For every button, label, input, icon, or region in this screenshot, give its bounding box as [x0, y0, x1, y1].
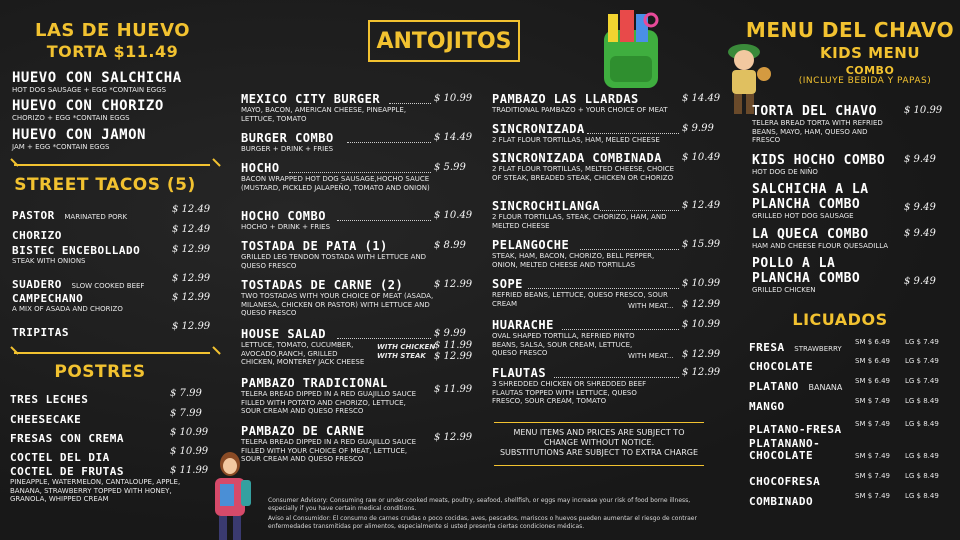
- menu-item: FRESA STRAWBERRY SM $ 6.49 LG $ 7.49: [749, 338, 939, 354]
- divider: [14, 164, 210, 166]
- menu-item: TORTA DEL CHAVO TELERA BREAD TORTA WITH REFRIED BEANS, MAYO, HAM, QUESO AND FRESCO $ 10.99: [752, 104, 943, 144]
- menu-item: PLATANANO-CHOCOLATE SM $ 7.49 LG $ 8.49: [749, 437, 939, 462]
- menu-item: BISTEC ENCEBOLLADO STEAK WITH ONIONS $ 12.99: [12, 244, 211, 265]
- menu-item: SALCHICHA A LA PLANCHA COMBO GRILLED HOT DOG SAUSAGE $ 9.49: [752, 182, 936, 220]
- menu-item: MEXICO CITY BURGER MAYO, BACON, AMERICAN CHEESE, PINEAPPLE, LETTUCE, TOMATO $ 10.99: [241, 92, 473, 123]
- huevo-title: LAS DE HUEVO: [34, 20, 191, 41]
- menu-item: PAMBAZO LAS LLARDAS TRADITIONAL PAMBAZO + YOUR CHOICE OF MEAT $ 14.49: [492, 92, 721, 114]
- dot-leader: [600, 210, 679, 211]
- tacos-title: STREET TACOS (5): [14, 175, 196, 195]
- menu-item: COMBINADO SM $ 7.49 LG $ 8.49: [749, 492, 939, 508]
- menu-item: SINCRONIZADA 2 FLAT FLOUR TORTILLAS, HAM, MELED CHEESE $ 9.99: [492, 122, 714, 144]
- postres-title: POSTRES: [54, 362, 146, 382]
- menu-item: CHEESECAKE $ 7.99: [10, 408, 202, 426]
- dot-leader: [347, 142, 431, 143]
- menu-item: CHOCOLATE SM $ 6.49 LG $ 7.49: [749, 357, 939, 373]
- menu-item: COCTEL DE FRUTAS PINEAPPLE, WATERMELON, CANTALOUPE, APPLE, BANANA, STRAWBERRY TOPPED WITH HONEY, GRANOLA, WHIPPED CREAM $ 11.99: [10, 465, 209, 503]
- menu-item: PAMBAZO DE CARNE TELERA BREAD DIPPED IN A RED GUAJILLO SAUCE FILLED WITH YOUR CHOICE OF MEAT, LETTUCE, SOUR CREAM AND QUESO FRESCO $ 12.99: [241, 424, 473, 463]
- menu-item: SUADERO SLOW COOKED BEEF $ 12.99: [12, 273, 211, 291]
- menu-item: POLLO A LA PLANCHA COMBO GRILLED CHICKEN $ 9.49: [752, 256, 936, 294]
- notice-box: MENU ITEMS AND PRICES ARE SUBJECT TO CHANGE WITHOUT NOTICE. SUBSTITUTIONS ARE SUBJECT TO EXTRA CHARGE: [494, 422, 704, 466]
- menu-item: TRES LECHES $ 7.99: [10, 388, 202, 406]
- menu-item: KIDS HOCHO COMBO HOT DOG DE NIÑO $ 9.49: [752, 153, 936, 176]
- dot-leader: [528, 288, 679, 289]
- menu-item: HUEVO CON CHORIZO CHORIZO + EGG *CONTAIN EGGS: [12, 98, 164, 122]
- menu-item: HUARACHE OVAL SHAPED TORTILLA, REFRIED PINTO BEANS, SALSA, SOUR CREAM, LETTUCE, QUESO FRESCO $ 10.99 WITH MEAT... $ 12.99: [492, 318, 721, 360]
- menu-item: CAMPECHANO A MIX OF ASADA AND CHORIZO $ 12.99: [12, 292, 211, 313]
- menu-item: HOUSE SALAD LETTUCE, TOMATO, CUCUMBER, AVOCADO,RANCH, GRILLED CHICKEN, MONTEREY JACK CHEESE $ 9.99 WITH CHICKEN $ 11.99 WITH STEAK $ 12.99: [241, 327, 473, 366]
- antojitos-title: ANTOJITOS: [368, 20, 520, 62]
- dot-leader: [389, 103, 431, 104]
- licuados-title: LICUADOS: [792, 310, 888, 329]
- menu-item: HUEVO CON JAMON JAM + EGG *CONTAIN EGGS: [12, 127, 146, 151]
- huevo-subtitle: TORTA $11.49: [46, 42, 179, 61]
- menu-item: COCTEL DEL DIA $ 10.99: [10, 446, 209, 464]
- backpack-icon: [596, 8, 666, 90]
- menu-item: TOSTADA DE PATA (1) GRILLED LEG TENDON TOSTADA WITH LETTUCE AND QUESO FRESCO $ 8.99: [241, 239, 466, 270]
- consumer-advisory: Consumer Advisory: Consuming raw or under-cooked meats, poultry, seafood, shellfish, or eggs may increase your risk of food borne illness, especially if you have certain medical conditions. Aviso al Consumidor: El consumo de carnes crudas o poco cocidas, aves, pescados, mariscos o huevos pueden aumentar el riesgo de contraer enfermedades transmitidas por alimentos, especialmente si usted presenta ciertas condiciones médicas.: [268, 497, 697, 530]
- divider: [14, 352, 210, 354]
- dot-leader: [289, 172, 431, 173]
- menu-item: HUEVO CON SALCHICHA HOT DOG SAUSAGE + EGG *CONTAIN EGGS: [12, 70, 182, 94]
- menu-item: SINCRONIZADA COMBINADA 2 FLAT FLOUR TORTILLAS, MELTED CHEESE, CHOICE OF STEAK, BREADED STEAK, CHICKEN OR CHORIZO $ 10.49: [492, 151, 721, 182]
- dot-leader: [337, 220, 431, 221]
- menu-item: TRIPITAS $ 12.99: [12, 321, 211, 339]
- dot-leader: [337, 338, 431, 339]
- dot-leader: [580, 249, 679, 250]
- left-panel: [0, 0, 225, 540]
- menu-item: TOSTADAS DE CARNE (2) TWO TOSTADAS WITH YOUR CHOICE OF MEAT (ASADA, MILANESA, CHICKEN OR PASTOR) WITH LETTUCE AND QUESO FRESCO $ 12.99: [241, 278, 473, 317]
- menu-item: PLATANO BANANA SM $ 6.49 LG $ 7.49: [749, 377, 939, 393]
- menu-item: PLATANO-FRESA SM $ 7.49 LG $ 8.49: [749, 420, 939, 436]
- menu-item: PAMBAZO TRADICIONAL TELERA BREAD DIPPED IN A RED GUAJILLO SAUCE FILLED WITH POTATO AND CHORIZO, LETTUCE, SOUR CREAM AND QUESO FRESCO $ 11.99: [241, 376, 473, 415]
- dot-leader: [554, 377, 679, 378]
- menu-item: HOCHO COMBO HOCHO + DRINK + FRIES $ 10.49: [241, 209, 473, 231]
- menu-item: MANGO SM $ 7.49 LG $ 8.49: [749, 397, 939, 413]
- kids-title: KIDS MENU: [819, 44, 921, 62]
- menu-item: HOCHO BACON WRAPPED HOT DOG SAUSAGE,HOCHO SAUCE (MUSTARD, PICKLED JALAPEÑO, TOMATO AND ONION) $ 5.99: [241, 161, 466, 192]
- menu-item: BURGER COMBO BURGER + DRINK + FRIES $ 14.49: [241, 131, 473, 153]
- dot-leader: [562, 329, 679, 330]
- menu-item: SOPE REFRIED BEANS, LETTUCE, QUESO FRESCO, SOUR CREAM $ 10.99 WITH MEAT... $ 12.99: [492, 277, 721, 310]
- menu-item: LA QUECA COMBO HAM AND CHEESE FLOUR QUESADILLA $ 9.49: [752, 227, 936, 250]
- menu-item: FLAUTAS 3 SHREDDED CHICKEN OR SHREDDED BEEF FLAUTAS TOPPED WITH LETTUCE, QUESO FRESCO, SOUR CREAM, TOMATO $ 12.99: [492, 366, 721, 405]
- chavo-title: MENU DEL CHAVO: [745, 18, 955, 42]
- menu-item: PASTOR MARINATED PORK $ 12.49: [12, 204, 211, 222]
- combo-label: COMBO: [845, 64, 895, 77]
- menu-item: CHORIZO $ 12.49: [12, 224, 211, 242]
- dot-leader: [587, 133, 679, 134]
- combo-note: (INCLUYE BEBIDA Y PAPAS): [798, 76, 932, 86]
- menu-item: PELANGOCHE STEAK, HAM, BACON, CHORIZO, BELL PEPPER, ONION, MELTED CHEESE AND TORTILLAS $ 15.99: [492, 238, 721, 269]
- student-girl-illustration: [205, 450, 255, 540]
- menu-item: SINCROCHILANGA 2 FLOUR TORTILLAS, STEAK, CHORIZO, HAM, AND MELTED CHEESE $ 12.49: [492, 199, 721, 230]
- menu-item: FRESAS CON CREMA $ 10.99: [10, 427, 209, 445]
- menu-item: CHOCOFRESA SM $ 7.49 LG $ 8.49: [749, 472, 939, 488]
